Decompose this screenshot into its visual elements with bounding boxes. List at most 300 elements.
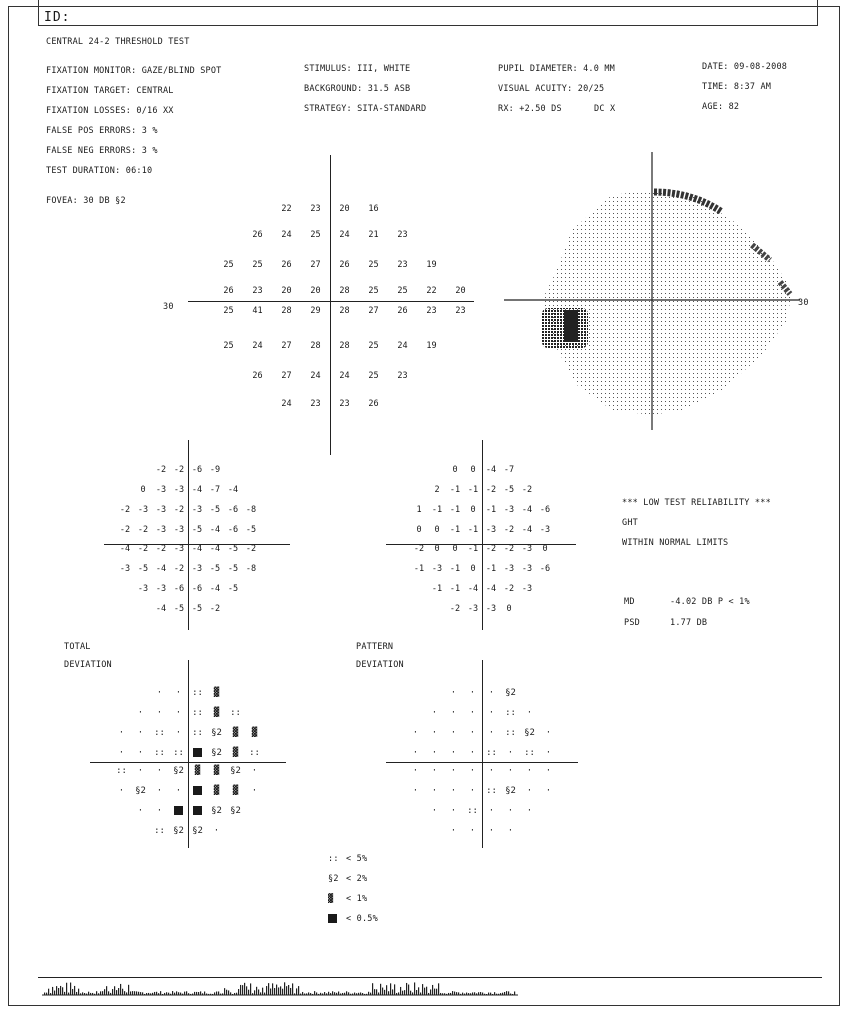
total-prob-symbol-r5c5: ▓ — [213, 786, 220, 796]
gaze-tick — [58, 988, 59, 995]
total-prob-symbol-r7c2: §2 — [192, 826, 203, 836]
gaze-tick — [122, 989, 123, 995]
threshold-value-r7c1: 23 — [310, 399, 321, 409]
threshold-value-r6c2: 24 — [310, 371, 321, 381]
gaze-tick — [338, 992, 339, 995]
total-prob-symbol-r0c1: · — [175, 688, 182, 698]
total-prob-symbol-r2c2: :: — [154, 728, 165, 738]
legend-symbol-3 — [328, 914, 337, 924]
gaze-tick — [284, 982, 285, 995]
gaze-tick — [402, 991, 403, 995]
pattern-dev-value-r4c2: 0 — [452, 544, 458, 554]
pattern-dev-value-r1c4: -5 — [503, 485, 515, 495]
threshold-value-r3c6: 25 — [397, 286, 408, 296]
gaze-tick — [204, 992, 205, 995]
pattern-prob-symbol-r5c0: · — [412, 786, 419, 796]
pattern-prob-symbol-r5c1: · — [431, 786, 438, 796]
total-prob-symbol-r6c1: · — [156, 806, 163, 816]
total-dev-value-r3c1: -2 — [137, 525, 149, 535]
pattern-prob-symbol-r5c7: · — [545, 786, 552, 796]
total-prob-symbol-r6c5: §2 — [230, 806, 241, 816]
total-dev-value-r5c0: -3 — [119, 564, 131, 574]
gaze-tick — [410, 991, 411, 995]
gaze-tick — [130, 991, 131, 995]
pattern-prob-symbol-r2c3: · — [469, 728, 476, 738]
total-prob-symbol-r6c4: §2 — [211, 806, 222, 816]
pattern-prob-symbol-r6c5: · — [526, 806, 533, 816]
gaze-tick — [250, 983, 251, 995]
total-dev-value-r6c0: -3 — [137, 584, 149, 594]
pattern-dev-value-r1c1: -1 — [449, 485, 461, 495]
gaze-tick — [506, 991, 507, 995]
total-dev-value-r3c5: -4 — [209, 525, 221, 535]
total-dev-value-r3c4: -5 — [191, 525, 203, 535]
total-dev-value-r1c2: -3 — [173, 485, 185, 495]
gaze-tick — [372, 983, 373, 995]
total-dev-value-r3c0: -2 — [119, 525, 131, 535]
gaze-tick — [184, 992, 185, 995]
threshold-value-r1c0: 26 — [252, 230, 263, 240]
gaze-tick — [508, 991, 509, 995]
id-label: ID: — [44, 10, 71, 25]
threshold-value-r5c7: 19 — [426, 341, 437, 351]
threshold-value-r6c5: 23 — [397, 371, 408, 381]
total-prob-symbol-r3c5: §2 — [211, 748, 222, 758]
gaze-tick — [258, 989, 259, 995]
total-prob-symbol-r1c3: :: — [192, 708, 203, 718]
pattern-dev-value-r3c7: -3 — [539, 525, 551, 535]
pattern-prob-symbol-r5c4: :: — [486, 786, 497, 796]
fovea: FOVEA: 30 DB §2 — [46, 196, 126, 206]
gaze-tick — [70, 983, 71, 995]
gaze-tick — [414, 982, 415, 995]
pattern-dev-value-r5c7: -6 — [539, 564, 551, 574]
legend-label-1: < 2% — [346, 874, 368, 884]
gaze-tick — [346, 991, 347, 995]
gaze-tick — [244, 983, 245, 995]
total-dev-value-r3c2: -3 — [155, 525, 167, 535]
reliability-warning: *** LOW TEST RELIABILITY *** — [622, 498, 771, 508]
gaze-tick — [66, 983, 67, 995]
gaze-tick — [282, 989, 283, 995]
gaze-tick — [248, 990, 249, 995]
gaze-tick — [238, 989, 239, 995]
total-dev-value-r3c6: -6 — [227, 525, 239, 535]
threshold-value-r6c3: 24 — [339, 371, 350, 381]
total-dev-value-r1c0: 0 — [140, 485, 146, 495]
total-dev-value-r3c3: -3 — [173, 525, 185, 535]
pattern-dev-value-r2c2: -1 — [449, 505, 461, 515]
gaze-tick — [128, 985, 129, 995]
total-dev-value-r0c1: -2 — [173, 465, 185, 475]
fixation-monitor: FIXATION MONITOR: GAZE/BLIND SPOT — [46, 66, 222, 76]
total-dev-value-r7c2: -5 — [191, 604, 203, 614]
psd-value: 1.77 DB — [670, 618, 708, 628]
gaze-tick — [390, 983, 391, 995]
pattern-prob-symbol-r4c5: · — [507, 766, 514, 776]
total-prob-symbol-r5c1: §2 — [135, 786, 146, 796]
gaze-tick — [112, 989, 113, 995]
gaze-tick — [290, 988, 291, 995]
total-prob-symbol-r2c3: · — [175, 728, 182, 738]
pattern-dev-value-r3c6: -4 — [521, 525, 533, 535]
pattern-dev-value-r2c1: -1 — [431, 505, 443, 515]
pattern-prob-symbol-r2c0: · — [412, 728, 419, 738]
threshold-value-r2c6: 23 — [397, 260, 408, 270]
legend-label-2: < 1% — [346, 894, 368, 904]
gaze-tick — [394, 984, 395, 995]
gaze-tick — [286, 986, 287, 995]
false-pos-errors: FALSE POS ERRORS: 3 % — [46, 126, 158, 136]
pattern-dev-value-r4c1: 0 — [434, 544, 440, 554]
threshold-value-r6c4: 25 — [368, 371, 379, 381]
pattern-prob-symbol-r2c5: :: — [505, 728, 516, 738]
legend-symbol-2: ▓ — [328, 894, 334, 904]
total-dev-value-r5c1: -5 — [137, 564, 149, 574]
gaze-tick — [218, 991, 219, 995]
total-deviation-label-1: TOTAL — [64, 642, 91, 652]
gaze-tick — [430, 989, 431, 995]
pattern-prob-symbol-r5c5: §2 — [505, 786, 516, 796]
total-dev-value-r4c0: -4 — [119, 544, 131, 554]
gaze-tick — [228, 990, 229, 995]
gaze-tick — [102, 991, 103, 995]
gaze-tick — [388, 991, 389, 995]
threshold-value-r0c1: 23 — [310, 204, 321, 214]
psd-label: PSD — [624, 618, 640, 628]
total-prob-symbol-r2c6: ▓ — [232, 728, 239, 738]
md-value: -4.02 DB P < 1% — [670, 597, 750, 607]
pattern-dev-value-r2c6: -4 — [521, 505, 533, 515]
gaze-tick — [172, 991, 173, 995]
total-prob-symbol-r5c7: · — [251, 786, 258, 796]
gaze-tick — [224, 988, 225, 995]
total-dev-value-r5c4: -3 — [191, 564, 203, 574]
gaze-tracking-graph — [40, 978, 520, 998]
gaze-tick — [60, 986, 61, 995]
gaze-tick — [134, 991, 135, 995]
threshold-h-axis — [188, 301, 474, 302]
threshold-value-r5c6: 24 — [397, 341, 408, 351]
threshold-value-r3c7: 22 — [426, 286, 437, 296]
total-dev-value-r2c2: -3 — [155, 505, 167, 515]
total-dev-value-r2c1: -3 — [137, 505, 149, 515]
threshold-value-r3c1: 23 — [252, 286, 263, 296]
total-prob-symbol-r1c4: ▓ — [213, 708, 220, 718]
md-label: MD — [624, 597, 635, 607]
total-dev-value-r6c4: -4 — [209, 584, 221, 594]
total-prob-symbol-r1c0: · — [137, 708, 144, 718]
gaze-tick — [434, 989, 435, 995]
total-dev-value-r7c3: -2 — [209, 604, 221, 614]
gaze-tick — [104, 989, 105, 995]
total-prob-symbol-r5c3: · — [175, 786, 182, 796]
total-prob-symbol-r7c3: · — [213, 826, 220, 836]
pupil-diameter: PUPIL DIAMETER: 4.0 MM — [498, 64, 615, 74]
total-prob-symbol-r0c2: :: — [192, 688, 203, 698]
pattern-prob-symbol-r3c1: · — [431, 748, 438, 758]
gaze-tick — [108, 991, 109, 995]
pattern-prob-symbol-r4c7: · — [545, 766, 552, 776]
threshold-value-r1c2: 25 — [310, 230, 321, 240]
pattern-dev-value-r3c0: 0 — [416, 525, 422, 535]
pattern-prob-symbol-r7c2: · — [488, 826, 495, 836]
pattern-dev-value-r3c3: -1 — [467, 525, 479, 535]
threshold-value-r4c6: 26 — [397, 306, 408, 316]
strategy: STRATEGY: SITA-STANDARD — [304, 104, 427, 114]
total-dev-value-r2c4: -3 — [191, 505, 203, 515]
threshold-value-r1c4: 21 — [368, 230, 379, 240]
pattern-prob-symbol-r3c3: · — [469, 748, 476, 758]
pattern-prob-symbol-r2c1: · — [431, 728, 438, 738]
pattern-prob-symbol-r7c0: · — [450, 826, 457, 836]
total-prob-symbol-r3c1: · — [137, 748, 144, 758]
gaze-tick — [78, 989, 79, 995]
pattern-dev-value-r5c3: 0 — [470, 564, 476, 574]
pattern-dev-value-r1c5: -2 — [521, 485, 533, 495]
pattern-prob-symbol-r3c4: :: — [486, 748, 497, 758]
total-dev-value-r5c3: -2 — [173, 564, 185, 574]
total-dev-value-r2c0: -2 — [119, 505, 131, 515]
pattern-prob-symbol-r3c2: · — [450, 748, 457, 758]
threshold-value-r4c1: 41 — [252, 306, 263, 316]
total-prob-symbol-r1c1: · — [156, 708, 163, 718]
total-prob-symbol-r0c0: · — [156, 688, 163, 698]
pattern-dev-value-r2c5: -3 — [503, 505, 515, 515]
test-name: CENTRAL 24-2 THRESHOLD TEST — [46, 37, 190, 47]
gaze-tick — [272, 983, 273, 995]
pattern-prob-symbol-r4c1: · — [431, 766, 438, 776]
gaze-tick — [96, 991, 97, 995]
pattern-dev-value-r6c2: -4 — [467, 584, 479, 594]
ght-result: WITHIN NORMAL LIMITS — [622, 538, 729, 548]
pattern-dev-value-r0c2: -4 — [485, 465, 497, 475]
gaze-tick — [274, 988, 275, 995]
pattern-dev-value-r1c2: -1 — [467, 485, 479, 495]
gaze-tick — [386, 985, 387, 995]
total-prob-symbol-r4c1: · — [137, 766, 144, 776]
gaze-tick — [216, 992, 217, 995]
total-prob-symbol-r2c0: · — [118, 728, 125, 738]
pattern-dev-value-r0c1: 0 — [470, 465, 476, 475]
pattern-dev-value-r7c2: -3 — [485, 604, 497, 614]
total-dev-value-r6c5: -5 — [227, 584, 239, 594]
total-dev-value-r6c2: -6 — [173, 584, 185, 594]
gaze-tick — [226, 990, 227, 995]
threshold-axis-30: 30 — [163, 302, 174, 312]
threshold-value-r2c2: 26 — [281, 260, 292, 270]
pattern-deviation-label-1: PATTERN — [356, 642, 394, 652]
threshold-value-r7c2: 23 — [339, 399, 350, 409]
gaze-tick — [100, 991, 101, 995]
gaze-tick — [276, 985, 277, 995]
pattern-prob-symbol-r1c0: · — [431, 708, 438, 718]
gaze-tick — [296, 988, 297, 995]
pattern-prob-symbol-r2c6: §2 — [524, 728, 535, 738]
pattern-dev-value-r5c4: -1 — [485, 564, 497, 574]
total-dev-value-r1c5: -4 — [227, 485, 239, 495]
gaze-tick — [384, 990, 385, 995]
gaze-tick — [514, 991, 515, 995]
gaze-tick — [268, 983, 269, 995]
total-dev-value-r7c1: -5 — [173, 604, 185, 614]
gaze-tick — [62, 987, 63, 995]
total-dev-value-r2c3: -2 — [173, 505, 185, 515]
threshold-value-r7c3: 26 — [368, 399, 379, 409]
pattern-prob-symbol-r0c2: · — [488, 688, 495, 698]
total-dev-value-r1c3: -4 — [191, 485, 203, 495]
pattern-prob-symbol-r3c7: · — [545, 748, 552, 758]
threshold-value-r7c0: 24 — [281, 399, 292, 409]
pattern-dev-value-r3c4: -3 — [485, 525, 497, 535]
total-prob-symbol-r2c5: §2 — [211, 728, 222, 738]
total-dev-value-r2c6: -6 — [227, 505, 239, 515]
pattern-dev-value-r5c0: -1 — [413, 564, 425, 574]
threshold-value-r4c7: 23 — [426, 306, 437, 316]
pattern-dev-value-r3c5: -2 — [503, 525, 515, 535]
total-prob-symbol-r4c3: §2 — [173, 766, 184, 776]
pattern-dev-value-r7c1: -3 — [467, 604, 479, 614]
pattern-prob-symbol-r5c6: · — [526, 786, 533, 796]
gaze-tick — [240, 985, 241, 995]
gaze-tick — [118, 988, 119, 995]
pattern-dev-value-r6c0: -1 — [431, 584, 443, 594]
pattern-prob-symbol-r5c2: · — [450, 786, 457, 796]
threshold-value-r2c0: 25 — [223, 260, 234, 270]
gaze-tick — [54, 991, 55, 995]
gaze-tick — [242, 985, 243, 995]
pattern-dev-value-r2c7: -6 — [539, 505, 551, 515]
date: DATE: 09-08-2008 — [702, 62, 788, 72]
false-neg-errors: FALSE NEG ERRORS: 3 % — [46, 146, 158, 156]
pattern-dev-value-r4c0: -2 — [413, 544, 425, 554]
grayscale-blind-spot-core — [564, 310, 578, 342]
total-dev-value-r2c7: -8 — [245, 505, 257, 515]
gaze-tick — [382, 988, 383, 995]
total-prob-symbol-r3c2: :: — [154, 748, 165, 758]
legend-label-0: < 5% — [346, 854, 368, 864]
id-box — [38, 0, 818, 26]
time: TIME: 8:37 AM — [702, 82, 772, 92]
pattern-dev-value-r4c5: -2 — [503, 544, 515, 554]
fixation-losses: FIXATION LOSSES: 0/16 XX — [46, 106, 174, 116]
pattern-prob-symbol-r4c4: · — [488, 766, 495, 776]
pattern-dev-value-r7c0: -2 — [449, 604, 461, 614]
threshold-value-r4c3: 29 — [310, 306, 321, 316]
pattern-dev-value-r6c3: -4 — [485, 584, 497, 594]
gaze-tick — [454, 992, 455, 995]
total-prob-symbol-r4c7: · — [251, 766, 258, 776]
gaze-tick — [116, 990, 117, 995]
rx: RX: +2.50 DS — [498, 104, 562, 114]
visual-acuity: VISUAL ACUITY: 20/25 — [498, 84, 605, 94]
total-dev-value-r5c6: -5 — [227, 564, 239, 574]
grayscale-field — [542, 190, 792, 415]
threshold-value-r5c2: 27 — [281, 341, 292, 351]
pattern-dev-value-r4c4: -2 — [485, 544, 497, 554]
total-prob-symbol-r5c0: · — [118, 786, 125, 796]
background: BACKGROUND: 31.5 ASB — [304, 84, 411, 94]
gaze-tick — [406, 983, 407, 995]
threshold-value-r2c7: 19 — [426, 260, 437, 270]
total-dev-value-r4c6: -5 — [227, 544, 239, 554]
pattern-dev-value-r0c0: 0 — [452, 465, 458, 475]
pattern-prob-symbol-r6c4: · — [507, 806, 514, 816]
threshold-value-r6c0: 26 — [252, 371, 263, 381]
total-dev-value-r6c3: -6 — [191, 584, 203, 594]
threshold-value-r3c5: 25 — [368, 286, 379, 296]
pattern-prob-symbol-r0c0: · — [450, 688, 457, 698]
threshold-value-r5c5: 25 — [368, 341, 379, 351]
gaze-tick — [106, 986, 107, 995]
total-prob-symbol-r2c7: ▓ — [251, 728, 258, 738]
gaze-tick — [132, 991, 133, 995]
gaze-tick — [176, 991, 177, 995]
total-dev-value-r0c0: -2 — [155, 465, 167, 475]
legend-label-3: < 0.5% — [346, 914, 378, 924]
gaze-tick — [376, 989, 377, 995]
total-prob-symbol-r3c7: :: — [249, 748, 260, 758]
pattern-prob-symbol-r6c2: :: — [467, 806, 478, 816]
pattern-dev-value-r6c5: -3 — [521, 584, 533, 594]
total-prob-symbol-r1c5: :: — [230, 708, 241, 718]
total-dev-value-r4c1: -2 — [137, 544, 149, 554]
total-prob-symbol-r4c6: §2 — [230, 766, 241, 776]
threshold-value-r2c5: 25 — [368, 260, 379, 270]
gaze-tick — [380, 984, 381, 995]
threshold-value-r3c0: 26 — [223, 286, 234, 296]
threshold-value-r3c4: 28 — [339, 286, 350, 296]
pattern-dev-value-r5c2: -1 — [449, 564, 461, 574]
threshold-value-r2c4: 26 — [339, 260, 350, 270]
gaze-tick — [408, 985, 409, 995]
gaze-tick — [452, 991, 453, 995]
total-prob-symbol-r3c4 — [190, 748, 206, 758]
pattern-prob-symbol-r0c1: · — [469, 688, 476, 698]
total-dev-value-r4c4: -4 — [191, 544, 203, 554]
total-dev-value-r0c2: -6 — [191, 465, 203, 475]
total-dev-value-r4c3: -3 — [173, 544, 185, 554]
pattern-dev-value-r3c2: -1 — [449, 525, 461, 535]
pattern-dev-value-r7c3: 0 — [506, 604, 512, 614]
threshold-value-r4c8: 23 — [455, 306, 466, 316]
pattern-prob-symbol-r6c3: · — [488, 806, 495, 816]
threshold-value-r4c5: 27 — [368, 306, 379, 316]
total-prob-symbol-r4c2: · — [156, 766, 163, 776]
legend-symbol-0: :: — [328, 854, 339, 864]
threshold-value-r2c1: 25 — [252, 260, 263, 270]
gaze-tick — [136, 991, 137, 995]
total-prob-symbol-r3c6: ▓ — [232, 748, 239, 758]
ght-label: GHT — [622, 518, 638, 528]
gaze-tick — [432, 985, 433, 995]
total-prob-symbol-r3c0: · — [118, 748, 125, 758]
pattern-prob-symbol-r4c6: · — [526, 766, 533, 776]
pattern-dev-value-r6c1: -1 — [449, 584, 461, 594]
pattern-dev-value-r3c1: 0 — [434, 525, 440, 535]
threshold-value-r0c3: 16 — [368, 204, 379, 214]
total-deviation-label-2: DEVIATION — [64, 660, 112, 670]
pattern-prob-symbol-r1c2: · — [469, 708, 476, 718]
gaze-tick — [200, 991, 201, 995]
gaze-tick — [438, 983, 439, 995]
gaze-tick — [270, 988, 271, 995]
threshold-value-r0c2: 20 — [339, 204, 350, 214]
pattern-dev-value-r4c7: 0 — [542, 544, 548, 554]
pattern-prob-symbol-r1c3: · — [488, 708, 495, 718]
total-dev-value-r0c3: -9 — [209, 465, 221, 475]
gaze-tick — [292, 983, 293, 995]
